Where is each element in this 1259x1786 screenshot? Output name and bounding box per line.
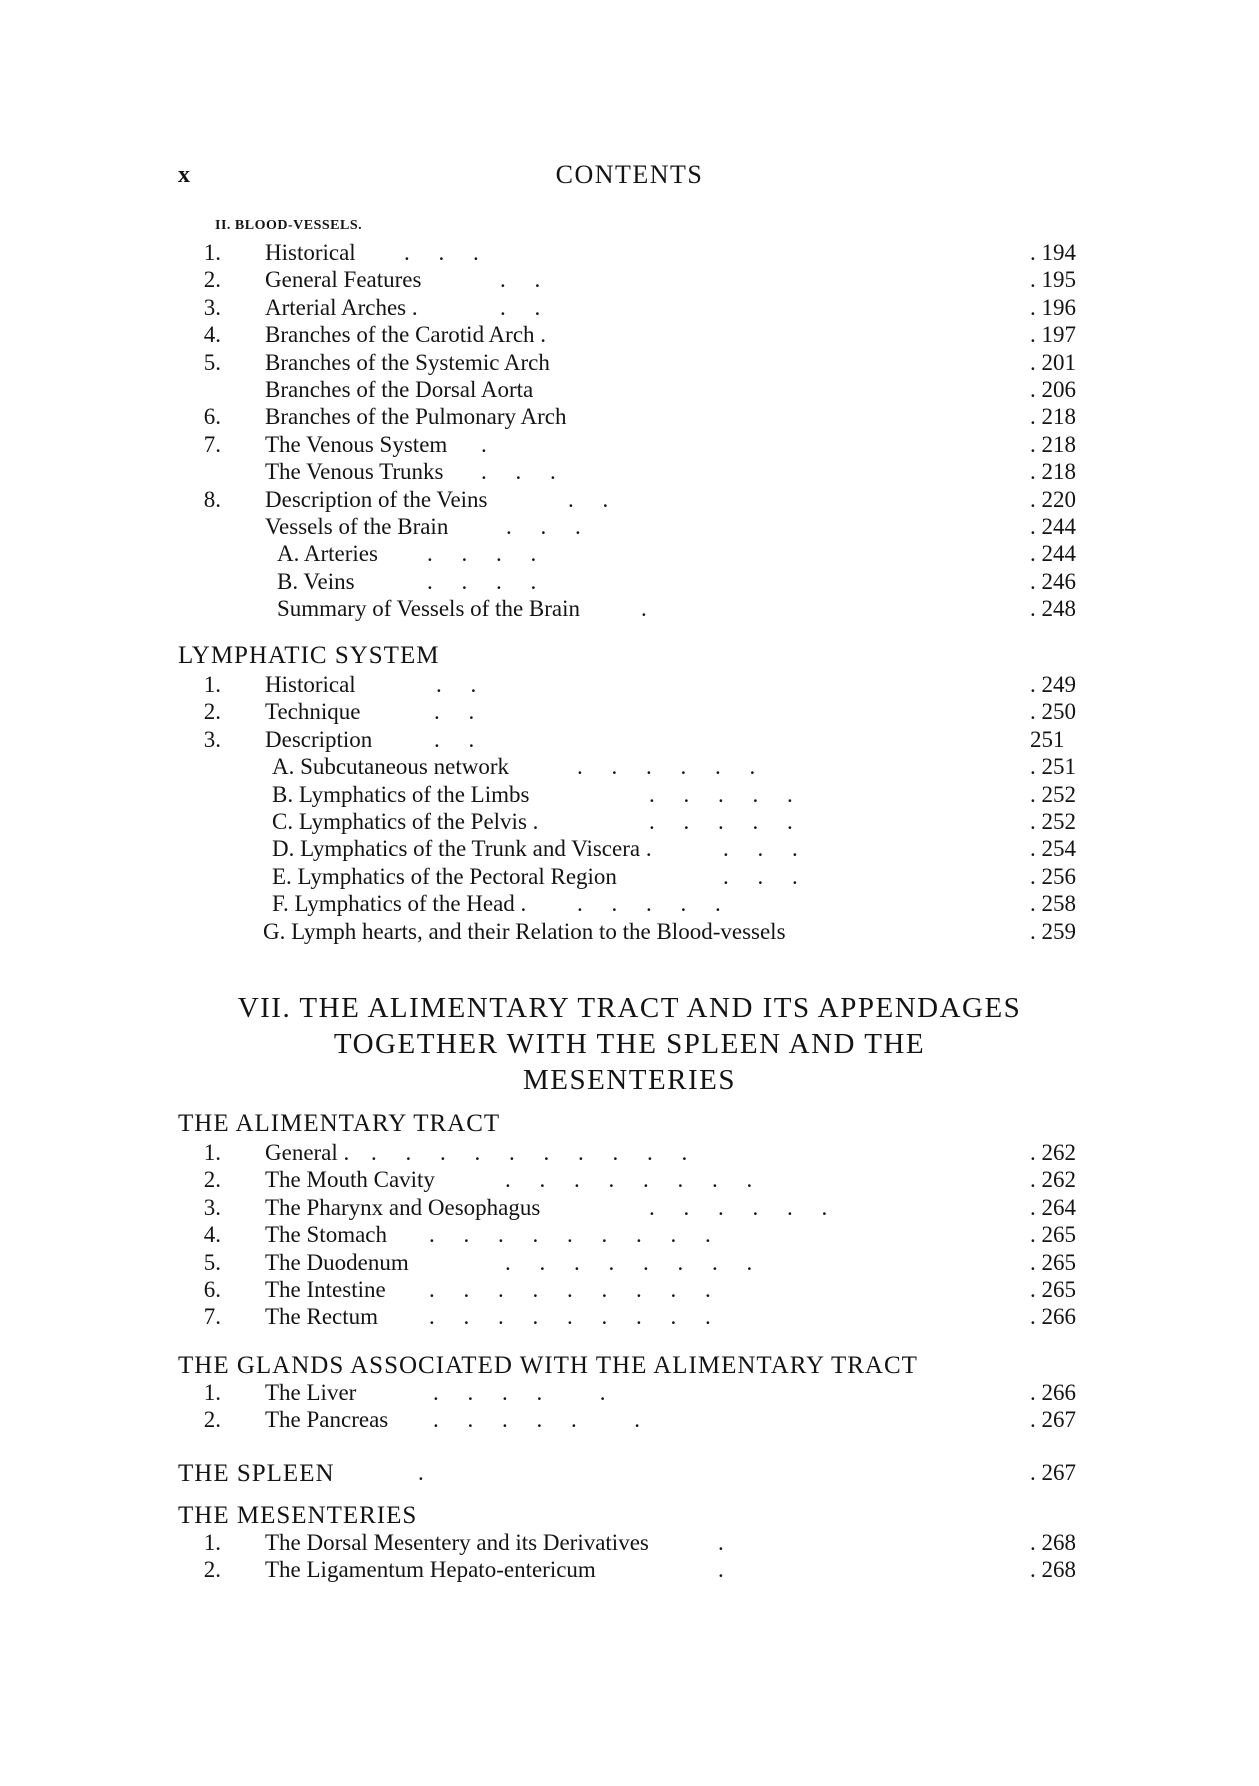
toc-entry bbox=[0, 1167, 1259, 1195]
page-ref: . 195 bbox=[1030, 267, 1076, 293]
page-ref: . 201 bbox=[1030, 349, 1076, 375]
toc-entry bbox=[0, 1304, 1259, 1332]
entry-title: Historical bbox=[265, 240, 356, 265]
leader-dots: . . . bbox=[506, 514, 581, 539]
page-ref: . 262 bbox=[1030, 1167, 1076, 1193]
leader-dots: . . . . . . . . . bbox=[429, 1222, 711, 1248]
page-ref: . 246 bbox=[1030, 568, 1076, 594]
page-ref: . 251 bbox=[1030, 754, 1076, 780]
entry-title: The Liver bbox=[265, 1380, 357, 1405]
leader-dots: . . . . . . . . bbox=[505, 1249, 753, 1275]
toc-entry bbox=[0, 1195, 1259, 1223]
entry-title: The Duodenum bbox=[265, 1249, 409, 1275]
entry-title: Branches of the Systemic Arch bbox=[265, 349, 550, 375]
entry-title: Branches of the Dorsal Aorta bbox=[265, 377, 534, 402]
section-heading-alimentary: THE ALIMENTARY TRACT bbox=[178, 1110, 501, 1137]
entry-title: Vessels of the Brain bbox=[265, 514, 449, 539]
entry-title: The Venous System bbox=[265, 431, 448, 457]
entry-title: E. Lymphatics of the Pectoral Region bbox=[272, 863, 617, 889]
page-ref: . 267 bbox=[1030, 1460, 1076, 1485]
entry-title: B. Veins bbox=[277, 568, 355, 594]
page-ref: . 256 bbox=[1030, 863, 1076, 889]
entry-title: Description of the Veins bbox=[265, 486, 488, 512]
toc-entry bbox=[0, 514, 1259, 542]
toc-entry bbox=[0, 267, 1259, 295]
page-ref: . 265 bbox=[1030, 1222, 1076, 1248]
entry-title: A. Subcutaneous network bbox=[272, 754, 509, 780]
leader-dots: . . . . . bbox=[433, 1380, 606, 1405]
toc-entry bbox=[0, 1380, 1259, 1408]
entry-number: 3. bbox=[203, 294, 221, 320]
entry-number: 4. bbox=[203, 322, 221, 348]
page-ref: . 258 bbox=[1030, 891, 1076, 917]
leader-dots: . . . . . . bbox=[433, 1407, 640, 1433]
section-heading-spleen: THE SPLEEN bbox=[178, 1460, 335, 1487]
entry-title: C. Lymphatics of the Pelvis . bbox=[272, 809, 539, 834]
leader-dots: . . bbox=[500, 267, 541, 293]
entry-title: General Features bbox=[265, 267, 422, 293]
leader-dots: . bbox=[481, 431, 487, 457]
page-ref: . 268 bbox=[1030, 1557, 1076, 1583]
page-number: x bbox=[178, 162, 190, 188]
entry-title: D. Lymphatics of the Trunk and Viscera . bbox=[272, 836, 652, 862]
page-ref: 251 bbox=[1030, 726, 1065, 752]
toc-entry bbox=[0, 1530, 1259, 1558]
entry-title: General . bbox=[265, 1140, 350, 1165]
toc-entry bbox=[0, 596, 1259, 624]
page-ref: . 249 bbox=[1030, 672, 1076, 697]
entry-number: 2. bbox=[203, 267, 221, 293]
entry-number: 6. bbox=[203, 404, 221, 430]
section-heading-mesenteries: THE MESENTERIES bbox=[178, 1502, 418, 1529]
entry-title: The Intestine bbox=[265, 1277, 386, 1302]
leader-dots: . . . bbox=[481, 459, 556, 485]
leader-dots: . . bbox=[434, 726, 475, 752]
toc-entry bbox=[0, 1250, 1259, 1278]
page-ref: . 197 bbox=[1030, 322, 1076, 348]
entry-title: G. Lymph hearts, and their Relation to the Blood-vessels bbox=[263, 918, 786, 944]
toc-entry bbox=[0, 295, 1259, 323]
toc-entry bbox=[0, 377, 1259, 405]
leader-dots: . . . . bbox=[427, 541, 537, 567]
section-heading-blood-vessels: II. BLOOD-VESSELS. bbox=[215, 218, 363, 233]
leader-dots: . . . . . . . . . bbox=[429, 1304, 711, 1330]
entry-title: The Stomach bbox=[265, 1222, 387, 1248]
entry-title: The Pharynx and Oesophagus bbox=[265, 1194, 541, 1220]
toc-entry bbox=[0, 1277, 1259, 1305]
leader-dots: . . bbox=[568, 486, 609, 512]
leader-dots: . bbox=[718, 1530, 724, 1555]
entry-number: 1. bbox=[203, 240, 221, 265]
entry-number: 5. bbox=[203, 1249, 221, 1275]
toc-entry bbox=[0, 754, 1259, 782]
running-title: CONTENTS bbox=[555, 160, 704, 189]
entry-title: Historical bbox=[265, 672, 356, 697]
page-ref: . 218 bbox=[1030, 404, 1076, 430]
leader-dots: . . . . . bbox=[577, 891, 721, 917]
leader-dots: . . . bbox=[723, 863, 798, 889]
page-ref: . 266 bbox=[1030, 1380, 1076, 1405]
toc-entry bbox=[0, 919, 1259, 947]
page-ref: . 218 bbox=[1030, 459, 1076, 485]
leader-dots: . . bbox=[500, 294, 541, 320]
toc-entry bbox=[0, 864, 1259, 892]
page-ref: . 252 bbox=[1030, 781, 1076, 807]
page-ref: . 220 bbox=[1030, 486, 1076, 512]
entry-title: Description bbox=[265, 726, 373, 752]
toc-entry bbox=[0, 432, 1259, 460]
toc-entry bbox=[0, 459, 1259, 487]
toc-entry bbox=[0, 1222, 1259, 1250]
page-ref: . 262 bbox=[1030, 1140, 1076, 1165]
section-heading-lymphatic: LYMPHATIC SYSTEM bbox=[178, 642, 440, 669]
page-ref: . 194 bbox=[1030, 240, 1076, 265]
toc-entry bbox=[0, 809, 1259, 837]
entry-title: F. Lymphatics of the Head . bbox=[272, 891, 527, 917]
entry-number: 3. bbox=[203, 1194, 221, 1220]
leader-dots: . . . . . bbox=[649, 809, 793, 834]
toc-entry bbox=[0, 782, 1259, 810]
toc-entry bbox=[0, 1407, 1259, 1435]
entry-title: Arterial Arches . bbox=[265, 294, 418, 320]
entry-title: A. Arteries bbox=[277, 541, 378, 567]
page-ref: . 248 bbox=[1030, 596, 1076, 622]
chapter-title-line-2: TOGETHER WITH THE SPLEEN AND THE bbox=[333, 1028, 926, 1060]
toc-entry bbox=[0, 1140, 1259, 1168]
entry-title: Technique bbox=[265, 699, 361, 725]
entry-number: 8. bbox=[203, 486, 221, 512]
entry-title: The Ligamentum Hepato-entericum bbox=[265, 1557, 596, 1583]
chapter-title-line-3: MESENTERIES bbox=[522, 1064, 737, 1096]
page-ref: . 259 bbox=[1030, 918, 1076, 944]
entry-title: The Rectum bbox=[265, 1304, 379, 1330]
entry-number: 3. bbox=[203, 726, 221, 752]
toc-entry bbox=[0, 569, 1259, 597]
page-ref: . 268 bbox=[1030, 1530, 1076, 1555]
toc-entry-spleen bbox=[0, 1460, 1259, 1488]
toc-entry bbox=[0, 727, 1259, 755]
entry-title: Branches of the Carotid Arch . bbox=[265, 322, 547, 348]
entry-number: 4. bbox=[203, 1222, 221, 1248]
chapter-title-line-1: VII. THE ALIMENTARY TRACT AND ITS APPENDAGES bbox=[237, 992, 1022, 1024]
entry-title: The Mouth Cavity bbox=[265, 1167, 435, 1193]
toc-entry bbox=[0, 240, 1259, 268]
page-ref: . 267 bbox=[1030, 1407, 1076, 1433]
page-ref: . 266 bbox=[1030, 1304, 1076, 1330]
entry-number: 1. bbox=[203, 1530, 221, 1555]
toc-entry bbox=[0, 322, 1259, 350]
leader-dots: . bbox=[718, 1557, 724, 1583]
leader-dots: . . . . bbox=[427, 568, 537, 594]
page-ref: . 252 bbox=[1030, 809, 1076, 834]
leader-dots: . . . . . bbox=[649, 781, 793, 807]
leader-dots: . . bbox=[434, 699, 475, 725]
leader-dots: . . . . . . bbox=[649, 1194, 828, 1220]
leader-dots: . bbox=[418, 1460, 424, 1485]
section-heading-glands: THE GLANDS ASSOCIATED WITH THE ALIMENTARY TRACT bbox=[178, 1352, 918, 1379]
entry-number: 7. bbox=[203, 1304, 221, 1330]
entry-number: 7. bbox=[203, 431, 221, 457]
entry-title: B. Lymphatics of the Limbs bbox=[272, 781, 530, 807]
toc-entry bbox=[0, 699, 1259, 727]
page-ref: . 265 bbox=[1030, 1277, 1076, 1302]
entry-number: 2. bbox=[203, 1557, 221, 1583]
entry-title: Branches of the Pulmonary Arch bbox=[265, 404, 567, 430]
toc-entry bbox=[0, 836, 1259, 864]
entry-number: 1. bbox=[203, 1140, 221, 1165]
page-ref: . 244 bbox=[1030, 541, 1076, 567]
entry-number: 2. bbox=[203, 1167, 221, 1193]
toc-entry bbox=[0, 541, 1259, 569]
toc-entry bbox=[0, 1557, 1259, 1585]
entry-number: 6. bbox=[203, 1277, 221, 1302]
entry-number: 2. bbox=[203, 699, 221, 725]
leader-dots: . bbox=[641, 596, 647, 622]
page-ref: . 196 bbox=[1030, 294, 1076, 320]
leader-dots: . . . . . . . . . . bbox=[371, 1140, 688, 1165]
page-ref: . 254 bbox=[1030, 836, 1076, 862]
leader-dots: . . . bbox=[404, 240, 479, 265]
toc-entry bbox=[0, 487, 1259, 515]
leader-dots: . . . bbox=[723, 836, 798, 862]
entry-number: 1. bbox=[203, 1380, 221, 1405]
page-ref: . 244 bbox=[1030, 514, 1076, 539]
leader-dots: . . bbox=[436, 672, 477, 697]
page-ref: . 218 bbox=[1030, 431, 1076, 457]
toc-entry bbox=[0, 672, 1259, 700]
entry-title: The Venous Trunks bbox=[265, 459, 444, 485]
entry-title: Summary of Vessels of the Brain bbox=[277, 596, 581, 622]
entry-number: 1. bbox=[203, 672, 221, 697]
entry-title: The Dorsal Mesentery and its Derivatives bbox=[265, 1530, 649, 1555]
leader-dots: . . . . . . . . . bbox=[429, 1277, 711, 1302]
toc-entry bbox=[0, 404, 1259, 432]
toc-entry bbox=[0, 891, 1259, 919]
entry-number: 5. bbox=[203, 349, 221, 375]
toc-entry bbox=[0, 350, 1259, 378]
entry-number: 2. bbox=[203, 1407, 221, 1433]
page-ref: . 206 bbox=[1030, 377, 1076, 402]
entry-title: The Pancreas bbox=[265, 1407, 389, 1433]
page-ref: . 250 bbox=[1030, 699, 1076, 725]
leader-dots: . . . . . . bbox=[577, 754, 756, 780]
page-ref: . 264 bbox=[1030, 1194, 1076, 1220]
leader-dots: . . . . . . . . bbox=[505, 1167, 753, 1193]
page-ref: . 265 bbox=[1030, 1249, 1076, 1275]
